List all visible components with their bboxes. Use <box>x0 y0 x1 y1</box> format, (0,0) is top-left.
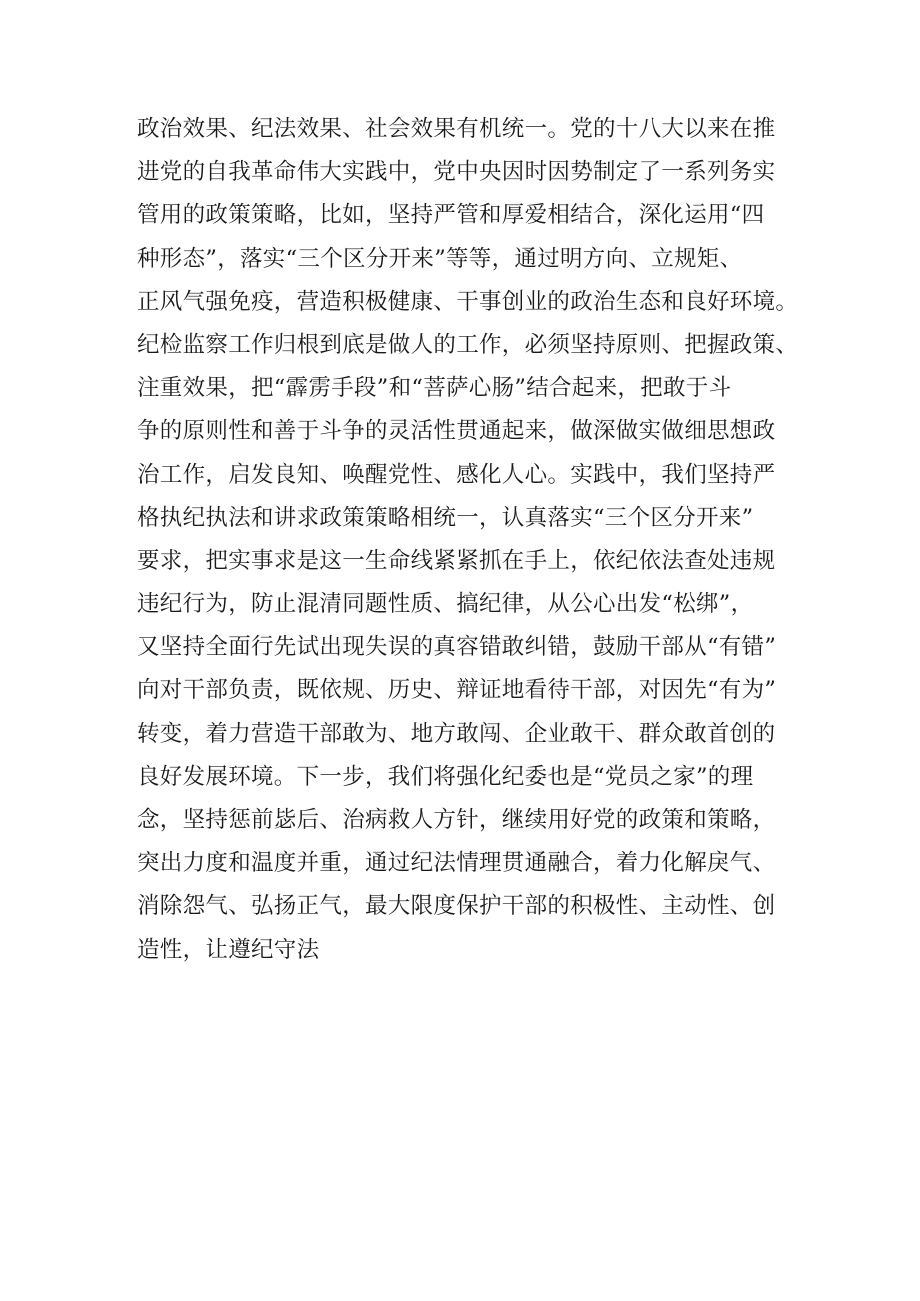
text-line: 良好发展环境。下一步，我们将强化纪委也是“党员之家”的理 <box>137 763 754 790</box>
text-line: 造性，让遵纪守法 <box>137 936 320 963</box>
body-paragraph <box>137 108 797 972</box>
text-line: 违纪行为，防止混清同题性质、搞纪律，从公心出发“松绑”， <box>137 591 754 618</box>
text-line: 注重效果，把“霹雳手段”和“菩萨心肠”结合起来，把敢于斗 <box>137 375 732 402</box>
text-line: 政治效果、纪法效果、社会效果有机统一。党的十八大以来在推 <box>137 116 776 142</box>
text-line: 消除怨气、弘扬正气，最大限度保护干部的积极性、主动性、创 <box>137 893 776 920</box>
text-line: 进党的自我革命伟大实践中，党中央因时因势制定了一系列务实 <box>137 159 776 186</box>
text-line: 格执纪执法和讲求政策策略相统一，认真落实“三个区分开来” <box>137 504 754 531</box>
text-line: 治工作，启发良知、唤醒党性、感化人心。实践中，我们坚持严 <box>137 461 776 488</box>
text-line: 念，坚持惩前毖后、治病救人方针，继续用好党的政策和策略， <box>137 807 776 833</box>
text-line: 争的原则性和善于斗争的灵活性贯通起来，做深做实做细思想政 <box>137 418 776 445</box>
text-line: 要求，把实事求是这一生命线紧紧抓在手上，依纪依法查处违规 <box>137 547 776 574</box>
text-line: 向对干部负责，既依规、历史、辩证地看待干部，对因先“有为” <box>137 677 777 704</box>
text-line: 种形态”，落实“三个区分开来”等等，通过明方向、立规矩、 <box>137 245 743 272</box>
text-line: 又坚持全面行先试出现失误的真容错敢纠错，鼓励干部从“有错” <box>137 634 777 661</box>
text-line: 正风气强免疫，营造积极健康、干事创业的政治生态和良好环境。 <box>137 288 799 315</box>
text-line: 管用的政策策略，比如，坚持严管和厚爱相结合，深化运用“四 <box>137 202 765 229</box>
text-line: 纪检监察工作归根到底是做人的工作，必须坚持原则、把握政策、 <box>137 331 799 358</box>
text-line: 转变，着力营造干部敢为、地方敢闯、企业敢干、群众敢首创的 <box>137 720 776 747</box>
text-line: 突出力度和温度并重，通过纪法情理贯通融合，着力化解戾气、 <box>137 850 776 877</box>
